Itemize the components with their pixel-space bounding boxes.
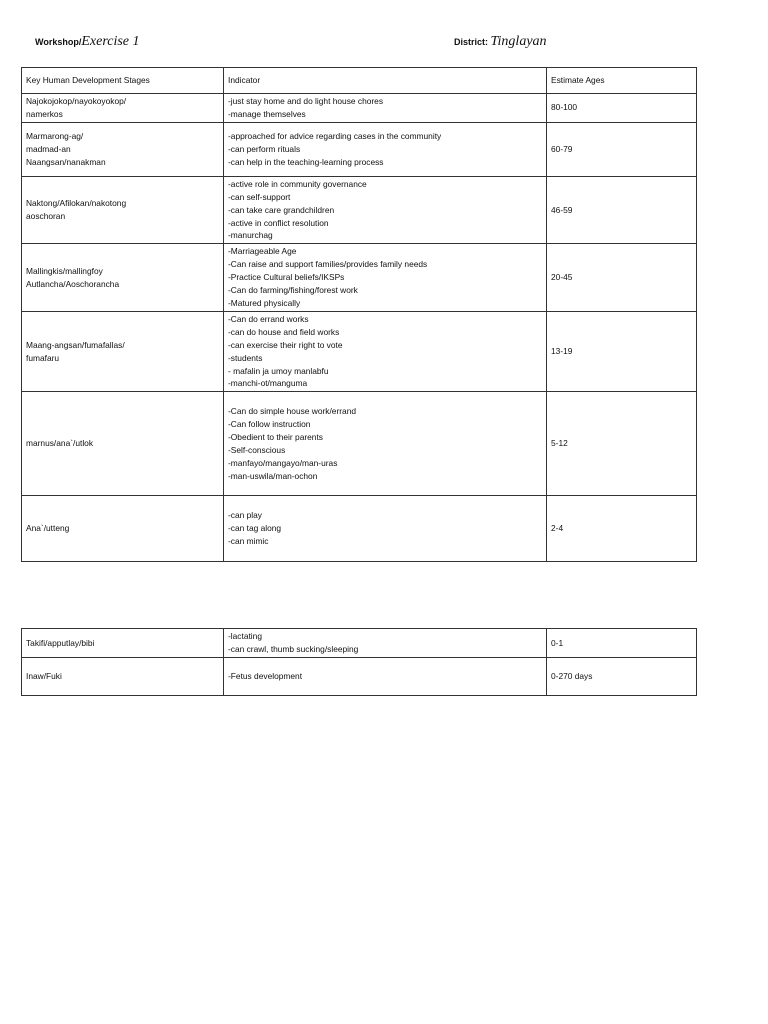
indicator-item: -manage themselves	[228, 108, 306, 119]
indicator-item: -Can raise and support families/provides family needs	[228, 259, 428, 270]
indicator-item: -can play	[228, 510, 262, 521]
indicator-item: -students	[228, 352, 263, 363]
indicator-item: -Self-conscious	[228, 444, 286, 455]
age-cell: 46-59	[547, 176, 697, 244]
column-header: Indicator	[224, 68, 547, 94]
indicator-item: -Matured physically	[228, 297, 301, 308]
indicator-item: -can self-support	[228, 191, 291, 202]
indicator-cell	[224, 122, 547, 176]
indicator-item: -can crawl, thumb sucking/sleeping	[228, 644, 359, 654]
stage-name: namerkos	[26, 108, 63, 119]
indicator-item: -Can do errand works	[228, 313, 309, 324]
indicator-cell	[224, 176, 547, 244]
age-cell: 5-12	[547, 392, 697, 496]
indicator-item: -Marriageable Age	[228, 246, 297, 257]
indicator-item: -active role in community governance	[228, 178, 367, 189]
district-label: District:	[454, 37, 489, 47]
indicator-item: -Can do simple house work/errand	[228, 406, 357, 417]
stage-cell	[22, 176, 224, 244]
table-row	[22, 94, 697, 123]
stage-name: Takifi/apputlay/bibi	[26, 637, 95, 648]
table-row	[22, 658, 697, 696]
indicator-cell	[224, 311, 547, 391]
workshop-value: Exercise 1	[81, 34, 140, 49]
table-row	[22, 176, 697, 244]
stage-name: Naangsan/nanakman	[26, 156, 106, 167]
stage-name: Marmarong-ag/	[26, 130, 84, 141]
indicator-item: -can help in the teaching-learning process	[228, 156, 384, 167]
age-cell: 80-100	[547, 94, 697, 123]
stage-cell	[22, 392, 224, 496]
stage-name: Inaw/Fuki	[26, 671, 62, 682]
stage-name: Ana`/utteng	[26, 523, 70, 534]
indicator-cell	[224, 392, 547, 496]
stage-cell	[22, 311, 224, 391]
age-cell: 60-79	[547, 122, 697, 176]
indicator-item: -can perform rituals	[228, 143, 301, 154]
stage-name: Mallingkis/mallingfoy	[26, 265, 103, 276]
indicator-cell	[224, 244, 547, 312]
indicator-item: -man-uswila/man-ochon	[228, 470, 318, 481]
stage-name: fumafaru	[26, 352, 60, 363]
table-row	[22, 311, 697, 391]
stage-cell	[22, 496, 224, 562]
stage-name: madmad-an	[26, 143, 71, 154]
infant-stages-table	[21, 628, 697, 696]
age-cell: 20-45	[547, 244, 697, 312]
indicator-item: -can mimic	[228, 536, 269, 547]
indicator-item: -can take care grandchildren	[228, 204, 335, 215]
indicator-item: -Fetus development	[228, 671, 303, 682]
stage-name: Najokojokop/nayokoyokop/	[26, 96, 127, 106]
district-value: Tinglayan	[490, 34, 547, 49]
indicator-cell	[224, 496, 547, 562]
table-row	[22, 496, 697, 562]
indicator-item: -just stay home and do light house chores	[228, 96, 384, 106]
indicator-item: -manchi-ot/manguma	[228, 378, 308, 389]
stage-cell	[22, 658, 224, 696]
stage-name: Naktong/Afilokan/nakotong	[26, 198, 127, 209]
indicator-item: -Can do farming/fishing/forest work	[228, 285, 358, 296]
indicator-item: -manurchag	[228, 230, 273, 241]
indicator-item: - mafalin ja umoy manlabfu	[228, 365, 329, 376]
district-header	[454, 34, 547, 56]
indicator-item: -Practice Cultural beliefs/IKSPs	[228, 272, 345, 283]
indicator-item: -manfayo/mangayo/man-uras	[228, 457, 338, 468]
stage-name: marnus/ana`/utlok	[26, 438, 94, 449]
indicator-cell	[224, 94, 547, 123]
table-row	[22, 122, 697, 176]
indicator-item: -can do house and field works	[228, 326, 340, 337]
table-row	[22, 392, 697, 496]
age-cell: 0-270 days	[547, 658, 697, 696]
indicator-item: -approached for advice regarding cases in the community	[228, 130, 442, 141]
indicator-cell	[224, 658, 547, 696]
table-row	[22, 629, 697, 658]
table-row	[22, 244, 697, 312]
stage-cell	[22, 629, 224, 658]
workshop-header	[35, 34, 140, 56]
indicator-cell	[224, 629, 547, 658]
indicator-item: -can exercise their right to vote	[228, 339, 343, 350]
development-stages-table	[21, 67, 697, 562]
stage-name: Maang-angsan/fumafallas/	[26, 339, 125, 350]
indicator-item: -Can follow instruction	[228, 419, 311, 429]
column-header: Key Human Development Stages	[22, 68, 224, 94]
age-cell: 0-1	[547, 629, 697, 658]
table-header-row	[22, 68, 697, 94]
workshop-label: Workshop/	[35, 37, 82, 47]
stage-name: Autlancha/Aoschorancha	[26, 278, 120, 289]
stage-cell	[22, 94, 224, 123]
indicator-item: -active in conflict resolution	[228, 217, 329, 228]
indicator-item: -can tag along	[228, 523, 282, 534]
column-header: Estimate Ages	[547, 68, 697, 94]
indicator-item: -Obedient to their parents	[228, 431, 323, 442]
stage-cell	[22, 244, 224, 312]
age-cell: 13-19	[547, 311, 697, 391]
indicator-item: -lactating	[228, 631, 262, 642]
age-cell: 2-4	[547, 496, 697, 562]
stage-cell	[22, 122, 224, 176]
stage-name: aoschoran	[26, 211, 66, 222]
